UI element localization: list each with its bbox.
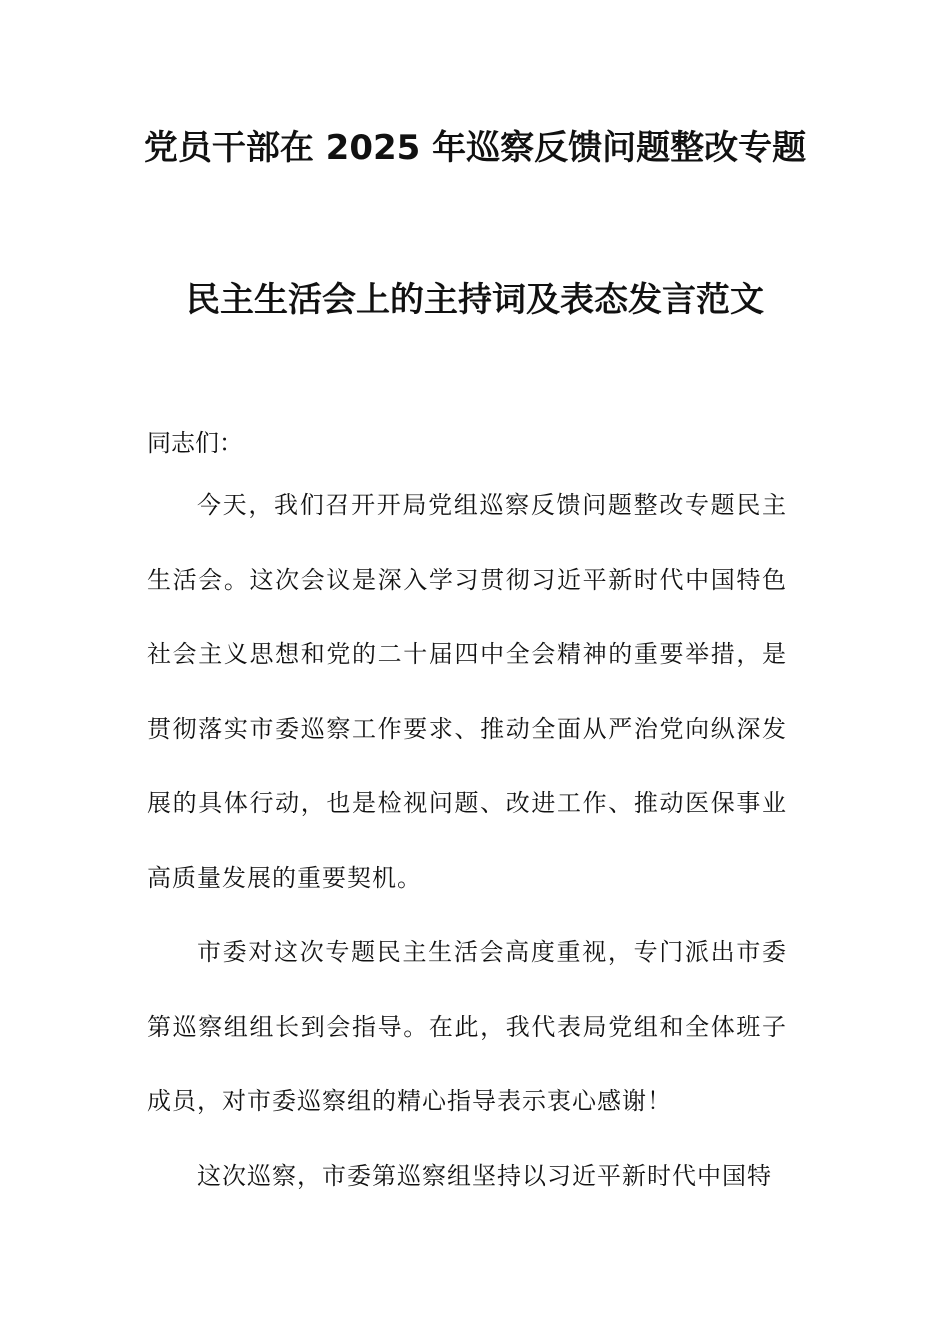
paragraph-2: 市委对这次专题民主生活会高度重视，专门派出市委第巡察组组长到会指导。在此，我代表局党组和全体班子成员，对市委巡察组的精心指导表示衷心感谢！: [147, 938, 787, 1115]
document-title-line-1: 党员干部在 2025 年巡察反馈问题整改专题: [143, 128, 807, 168]
document-body: [147, 468, 787, 1213]
greeting: 同志们：: [147, 429, 243, 457]
paragraph-3: 这次巡察，市委第巡察组坚持以习近平新时代中国特: [197, 1161, 772, 1190]
paragraph-1: 今天，我们召开开局党组巡察反馈问题整改专题民主生活会。这次会议是深入学习贯彻习近平新时代中国特色社会主义思想和党的二十届四中全会精神的重要举措，是贯彻落实市委巡察工作要求、推动全面从严治党向纵深发展的具体行动，也是检视问题、改进工作、推动医保事业高质量发展的重要契机。: [147, 491, 787, 892]
document-title-line-2: 民主生活会上的主持词及表态发言范文: [186, 280, 764, 320]
